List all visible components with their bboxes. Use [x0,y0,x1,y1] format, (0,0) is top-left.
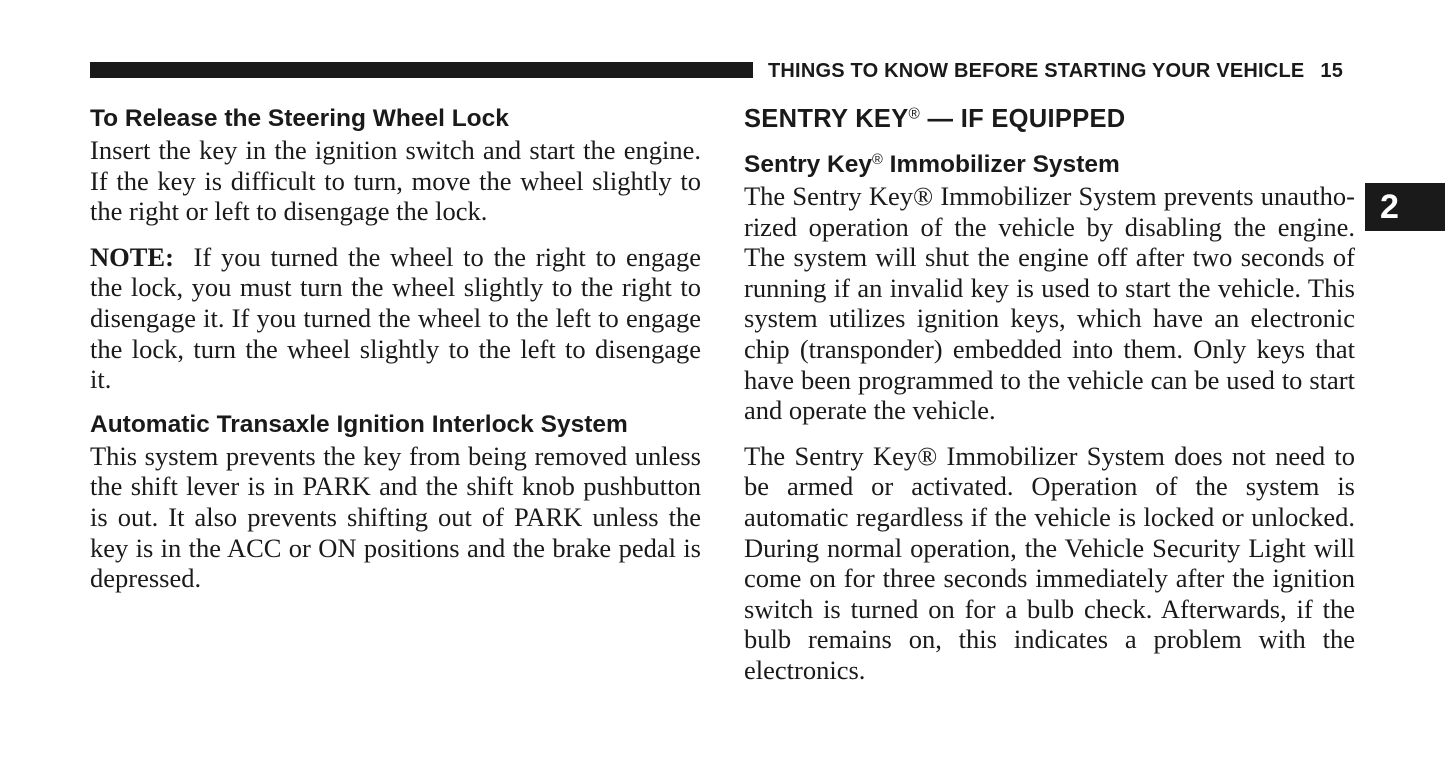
section-title-start: SENTRY KEY [744,105,909,133]
running-header [768,59,1343,83]
section-title [744,103,1355,135]
steering-lock-body: Insert the key in the ignition switch and start the engine. If the key is difficult to turn, move the wheel slightly to the right or left to disengage the lock. [90,135,701,227]
steering-lock-heading: To Release the Steering Wheel Lock [90,105,509,132]
right-column [744,103,1355,686]
note-paragraph [90,242,701,395]
immobilizer-heading-start: Sentry Key [744,151,873,178]
page-number: 15 [1320,60,1344,82]
note-text: If you turned the wheel to the right to engage the lock, you must turn the wheel slightly to the right to disengage it. If you turned the wheel to the left to engage the lock, turn the wheel slightly to the left to disengage it. [90,241,702,395]
header-rule [90,62,753,78]
immobilizer-heading-end: Immobilizer System [882,151,1120,178]
section-title-end: — IF EQUIPPED [920,105,1126,133]
interlock-heading: Automatic Transaxle Ignition Interlock System [90,410,628,438]
registered-mark: ® [908,105,921,123]
immobilizer-heading [744,149,1355,181]
interlock-body: This system prevents the key from being removed unless the shift lever is in PARK and the shift knob pushbutton is out. It also prevents shifting out of PARK unless the key is in the ACC or ON positions and the brake pedal is depressed. [90,440,701,594]
immobilizer-paragraph-2: The Sentry Key® Immobilizer System does not need to be armed or activated. Operation of the system is automatic regardless if the vehicle is locked or unlocked. During normal operation, the Vehicle Security Light will come on for three seconds immediately after the ignition switch is turned on for a bulb check. Afterwards, if the bulb remains on, this indicates a problem with the electronics. [744,440,1355,685]
chapter-number: 2 [1380,188,1399,226]
note-label: NOTE: [90,241,174,272]
chapter-tab [1365,183,1445,231]
left-column [90,103,701,594]
registered-mark: ® [872,151,883,168]
immobilizer-paragraph-1: The Sentry Key® Immobilizer System prevents unauthorized operation of the vehicle by disabling the engine. The system will shut the engine off after two seconds of running if an invalid key is used to start the vehicle. This system utilizes ignition keys, which have an electronic chip (transponder) embedded into them. Only keys that have been programmed to the vehicle can be used to start and operate the vehicle. [744,181,1355,426]
header-title: THINGS TO KNOW BEFORE STARTING YOUR VEHICLE [768,60,1305,82]
